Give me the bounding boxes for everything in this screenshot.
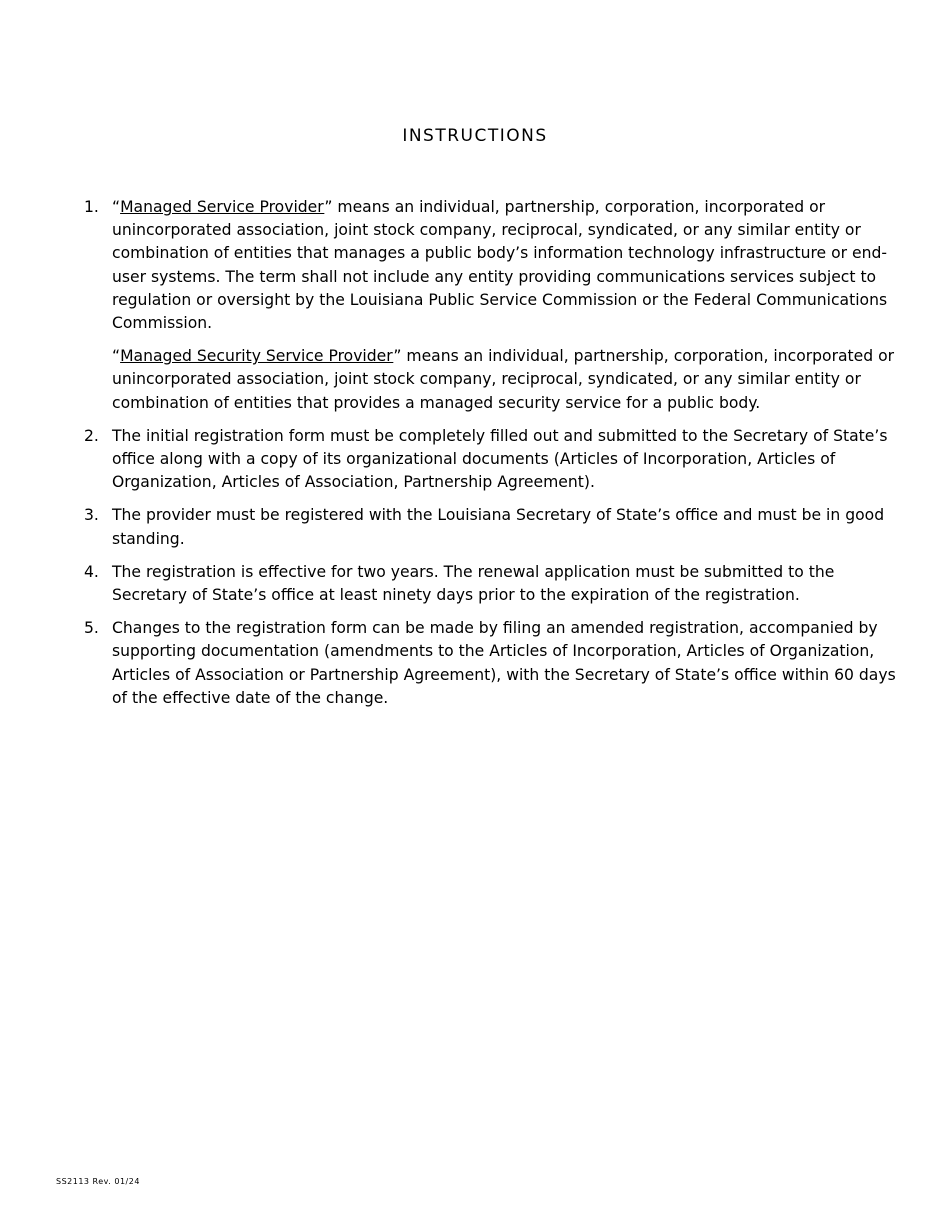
- item-number: 4.: [84, 562, 99, 581]
- list-item: [84, 196, 896, 415]
- definition-text: means an individual, partnership, corporation, incorporated or unincorporated association, joint stock company, reciprocal, syndicated, or any similar entity or combination of entities that manages a public body’s information technology infrastructure or end-user systems. The term shall not include any entity providing communications services subject to regulation or oversight by the Louisiana Public Service Commission or the Federal Communications Commission.: [112, 198, 888, 333]
- form-revision-footer: SS2113 Rev. 01/24: [56, 1177, 140, 1186]
- open-quote: “: [112, 347, 121, 366]
- item-text: The initial registration form must be completely filled out and submitted to the Secretary of State’s office along with a copy of its organizational documents (Articles of Incorporation, Articles of Organization, Articles of Association, Partnership Agreement).: [112, 426, 888, 492]
- definition-managed-service-provider: [112, 196, 896, 335]
- item-text: The provider must be registered with the Louisiana Secretary of State’s office and must be in good standing.: [112, 506, 885, 548]
- defined-term: Managed Service Provider: [120, 198, 325, 216]
- item-number: 5.: [84, 619, 99, 638]
- open-quote: “: [112, 198, 121, 216]
- definition-text: means an individual, partnership, corporation, incorporated or unincorporated association, joint stock company, reciprocal, syndicated, or any similar entity or combination of entities that provides a managed security service for a public body.: [112, 347, 895, 412]
- item-number: 2.: [84, 426, 99, 445]
- instructions-list: [84, 196, 896, 720]
- item-text: The registration is effective for two years. The renewal application must be submitted to the Secretary of State’s office at least ninety days prior to the expiration of the registration.: [112, 562, 835, 605]
- defined-term: Managed Security Service Provider: [120, 347, 394, 366]
- definition-managed-security-service-provider: [112, 345, 896, 415]
- close-quote: ”: [393, 347, 402, 366]
- list-item: [84, 617, 896, 710]
- item-text: Changes to the registration form can be made by filing an amended registration, accompanied by supporting documentation (amendments to the Articles of Incorporation, Articles of Organization, Articles of Association or Partnership Agreement), with the Secretary of State’s office within 60 days of the effective date of the change.: [112, 619, 896, 707]
- item-number: 1.: [84, 198, 99, 216]
- item-number: 3.: [84, 506, 99, 525]
- list-item: [84, 504, 896, 550]
- list-item: [84, 561, 896, 607]
- page-title: INSTRUCTIONS: [402, 126, 548, 146]
- close-quote: ”: [324, 198, 333, 216]
- list-item: [84, 425, 896, 495]
